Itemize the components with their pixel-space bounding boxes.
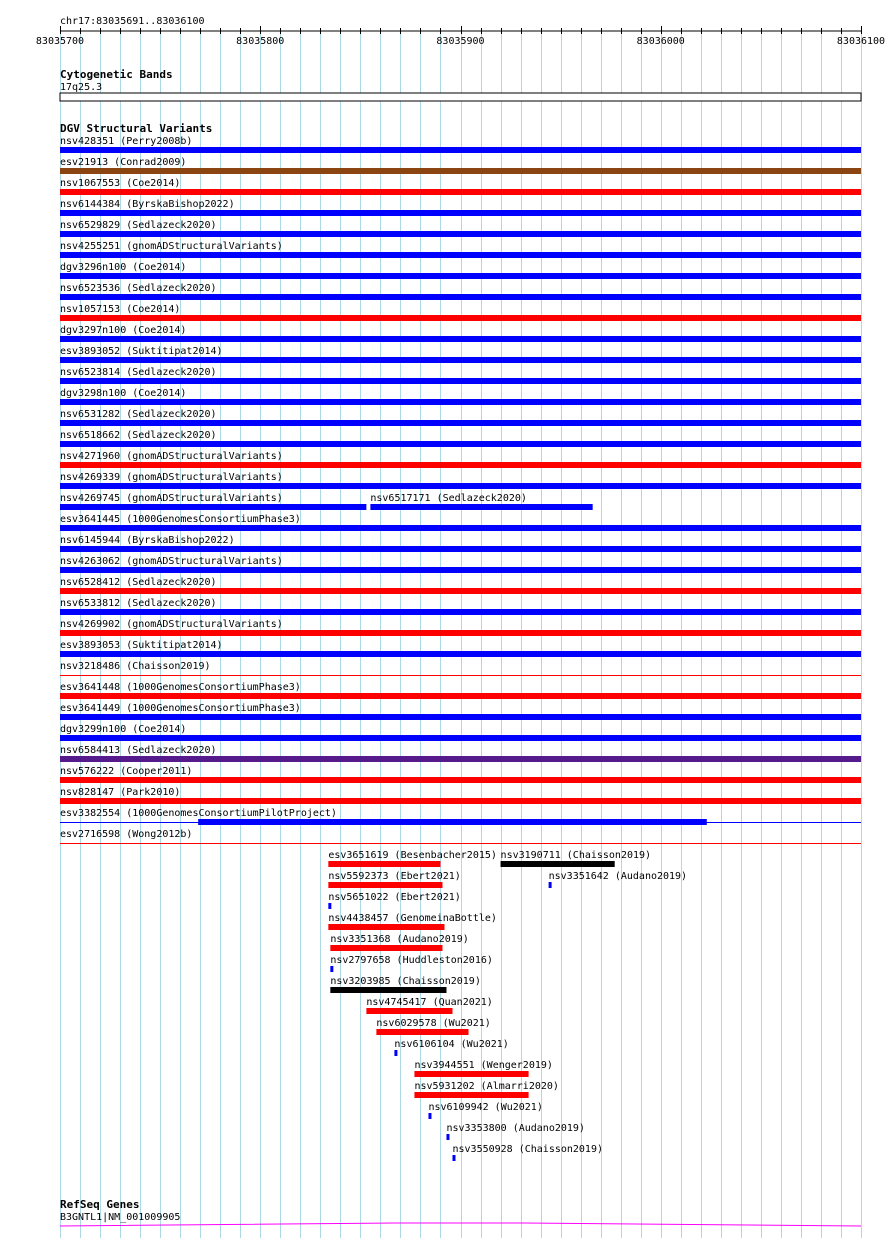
variant-feature-bar[interactable] [60, 504, 366, 510]
variant-label: nsv6144384 (ByrskaBishop2022) [60, 199, 235, 210]
variant-label: nsv3190711 (Chaisson2019) [500, 850, 652, 861]
variant-feature-bar[interactable] [60, 399, 861, 405]
variant-feature-bar[interactable] [60, 525, 861, 531]
variant-label: nsv6518662 (Sedlazeck2020) [60, 430, 217, 441]
variant-feature-bar[interactable] [330, 945, 442, 951]
variant-feature-bar[interactable] [330, 987, 446, 993]
variant-feature-bar[interactable] [60, 378, 861, 384]
variant-label: nsv5651022 (Ebert2021) [328, 892, 461, 903]
variant-label: nsv1057153 (Coe2014) [60, 304, 181, 315]
variant-label: esv3893052 (Suktitipat2014) [60, 346, 223, 357]
variant-feature-bar[interactable] [60, 756, 861, 762]
variant-label: nsv4438457 (GenomeinaBottle) [328, 913, 497, 924]
cytoband-label: 17q25.3 [60, 82, 103, 93]
ruler-label: 83036100 [836, 36, 886, 47]
variant-label: nsv4255251 (gnomADStructuralVariants) [60, 241, 283, 252]
variant-label: esv3382554 (1000GenomesConsortiumPilotProject) [60, 808, 337, 819]
variant-feature-bar[interactable] [376, 1029, 468, 1035]
variant-label: nsv6029578 (Wu2021) [376, 1018, 491, 1029]
variant-label: esv3893053 (Suktitipat2014) [60, 640, 223, 651]
variant-label: esv21913 (Conrad2009) [60, 157, 187, 168]
variant-feature-bar[interactable] [60, 147, 861, 153]
variant-feature-bar[interactable] [60, 189, 861, 195]
variant-label: nsv828147 (Park2010) [60, 787, 181, 798]
variant-label: nsv6523814 (Sedlazeck2020) [60, 367, 217, 378]
variant-label: nsv576222 (Cooper2011) [60, 766, 193, 777]
variant-label: nsv6106104 (Wu2021) [394, 1039, 509, 1050]
variant-label: nsv4745417 (Quan2021) [366, 997, 493, 1008]
variant-feature-bar[interactable] [60, 210, 861, 216]
variant-feature-bar[interactable] [60, 777, 861, 783]
variant-label: nsv2797658 (Huddleston2016) [330, 955, 493, 966]
variant-feature-bar[interactable] [328, 924, 444, 930]
track-title-cytobands: Cytogenetic Bands [60, 68, 173, 81]
variant-feature-bar[interactable] [370, 504, 592, 510]
variant-label: nsv1067553 (Coe2014) [60, 178, 181, 189]
variant-label: nsv6529829 (Sedlazeck2020) [60, 220, 217, 231]
variant-feature-bar[interactable] [446, 1134, 449, 1140]
track-title-refseq: RefSeq Genes [60, 1198, 140, 1211]
variant-feature-bar[interactable] [328, 882, 442, 888]
ruler-label: 83035800 [236, 36, 285, 47]
variant-feature-bar[interactable] [330, 966, 333, 972]
variant-label: esv3641448 (1000GenomesConsortiumPhase3) [60, 682, 301, 693]
variant-label: esv3651619 (Besenbacher2015) [328, 850, 497, 861]
variant-feature-bar[interactable] [198, 819, 707, 825]
variant-label: nsv4271960 (gnomADStructuralVariants) [60, 451, 283, 462]
variant-label: nsv3351368 (Audano2019) [330, 934, 469, 945]
ruler-label: 83035900 [436, 36, 485, 47]
ruler-label: 83035700 [35, 36, 85, 47]
variant-feature-bar[interactable] [60, 315, 861, 321]
variant-feature-bar[interactable] [60, 420, 861, 426]
variant-feature-bar[interactable] [60, 714, 861, 720]
variant-feature-bar[interactable] [60, 483, 861, 489]
variant-label: nsv6523536 (Sedlazeck2020) [60, 283, 217, 294]
variant-label: dgv3296n100 (Coe2014) [60, 262, 187, 273]
variant-feature-bar[interactable] [60, 336, 861, 342]
variant-feature-bar[interactable] [60, 273, 861, 279]
variant-feature-bar[interactable] [394, 1050, 397, 1056]
variant-label: nsv6584413 (Sedlazeck2020) [60, 745, 217, 756]
variant-feature-bar[interactable] [328, 903, 331, 909]
variant-feature-bar[interactable] [549, 882, 552, 888]
variant-label: nsv3550928 (Chaisson2019) [452, 1144, 604, 1155]
variant-feature-bar[interactable] [452, 1155, 455, 1161]
variant-feature-bar[interactable] [60, 252, 861, 258]
variant-label: nsv4263062 (gnomADStructuralVariants) [60, 556, 283, 567]
variant-label: dgv3298n100 (Coe2014) [60, 388, 187, 399]
variant-label: nsv6109942 (Wu2021) [428, 1102, 543, 1113]
variant-feature-bar[interactable] [60, 651, 861, 657]
variant-feature-bar[interactable] [60, 546, 861, 552]
variant-feature-bar[interactable] [428, 1113, 431, 1119]
variant-feature-bar[interactable] [60, 798, 861, 804]
variant-label: nsv4269745 (gnomADStructuralVariants) [60, 493, 283, 504]
variant-feature-bar[interactable] [60, 609, 861, 615]
variant-label: dgv3297n100 (Coe2014) [60, 325, 187, 336]
variant-label: nsv3944551 (Wenger2019) [414, 1060, 553, 1071]
variant-label: nsv6528412 (Sedlazeck2020) [60, 577, 217, 588]
variant-feature-bar[interactable] [501, 861, 615, 867]
variant-label: nsv4269339 (gnomADStructuralVariants) [60, 472, 283, 483]
ruler-label: 83036000 [636, 36, 685, 47]
variant-label: esv3641445 (1000GenomesConsortiumPhase3) [60, 514, 301, 525]
variant-label: nsv6145944 (ByrskaBishop2022) [60, 535, 235, 546]
variant-label: esv2716598 (Wong2012b) [60, 829, 193, 840]
variant-feature-bar[interactable] [60, 588, 861, 594]
variant-feature-bar[interactable] [366, 1008, 452, 1014]
variant-label: nsv6533812 (Sedlazeck2020) [60, 598, 217, 609]
variant-feature-bar[interactable] [60, 630, 861, 636]
variant-label: nsv6517171 (Sedlazeck2020) [370, 493, 527, 504]
variant-feature-bar[interactable] [60, 441, 861, 447]
variant-feature-bar[interactable] [60, 462, 861, 468]
variant-label: nsv428351 (Perry2008b) [60, 136, 193, 147]
variant-feature-bar[interactable] [60, 294, 861, 300]
gene-label: B3GNTL1|NM_001009905 [60, 1212, 181, 1223]
variant-label: nsv6531282 (Sedlazeck2020) [60, 409, 217, 420]
variant-label: nsv3351642 (Audano2019) [548, 871, 688, 882]
variant-label: esv3641449 (1000GenomesConsortiumPhase3) [60, 703, 301, 714]
variant-feature-bar[interactable] [414, 1071, 528, 1077]
variant-label: nsv3353800 (Audano2019) [446, 1123, 585, 1134]
variant-label: nsv3218486 (Chaisson2019) [60, 661, 211, 672]
track-title-dgv: DGV Structural Variants [60, 122, 213, 135]
variant-feature-bar[interactable] [60, 567, 861, 573]
variant-feature-bar[interactable] [60, 735, 861, 741]
variant-label: nsv3203985 (Chaisson2019) [330, 976, 481, 987]
variant-label: dgv3299n100 (Coe2014) [60, 724, 187, 735]
variant-feature-bar[interactable] [60, 168, 861, 174]
ruler-ticks [36, 26, 885, 47]
variant-label: nsv5592373 (Ebert2021) [328, 871, 461, 882]
variant-feature-bar[interactable] [328, 861, 440, 867]
variant-label: nsv4269902 (gnomADStructuralVariants) [60, 619, 283, 630]
cytoband-bar[interactable] [60, 93, 861, 101]
ruler [36, 16, 885, 47]
variant-feature-bar[interactable] [414, 1092, 528, 1098]
variant-feature-bar[interactable] [60, 231, 861, 237]
variant-label: nsv5931202 (Almarri2020) [414, 1081, 559, 1092]
region-label: chr17:83035691..83036100 [60, 16, 205, 27]
variant-feature-bar[interactable] [60, 357, 861, 363]
variant-feature-bar[interactable] [60, 693, 861, 699]
